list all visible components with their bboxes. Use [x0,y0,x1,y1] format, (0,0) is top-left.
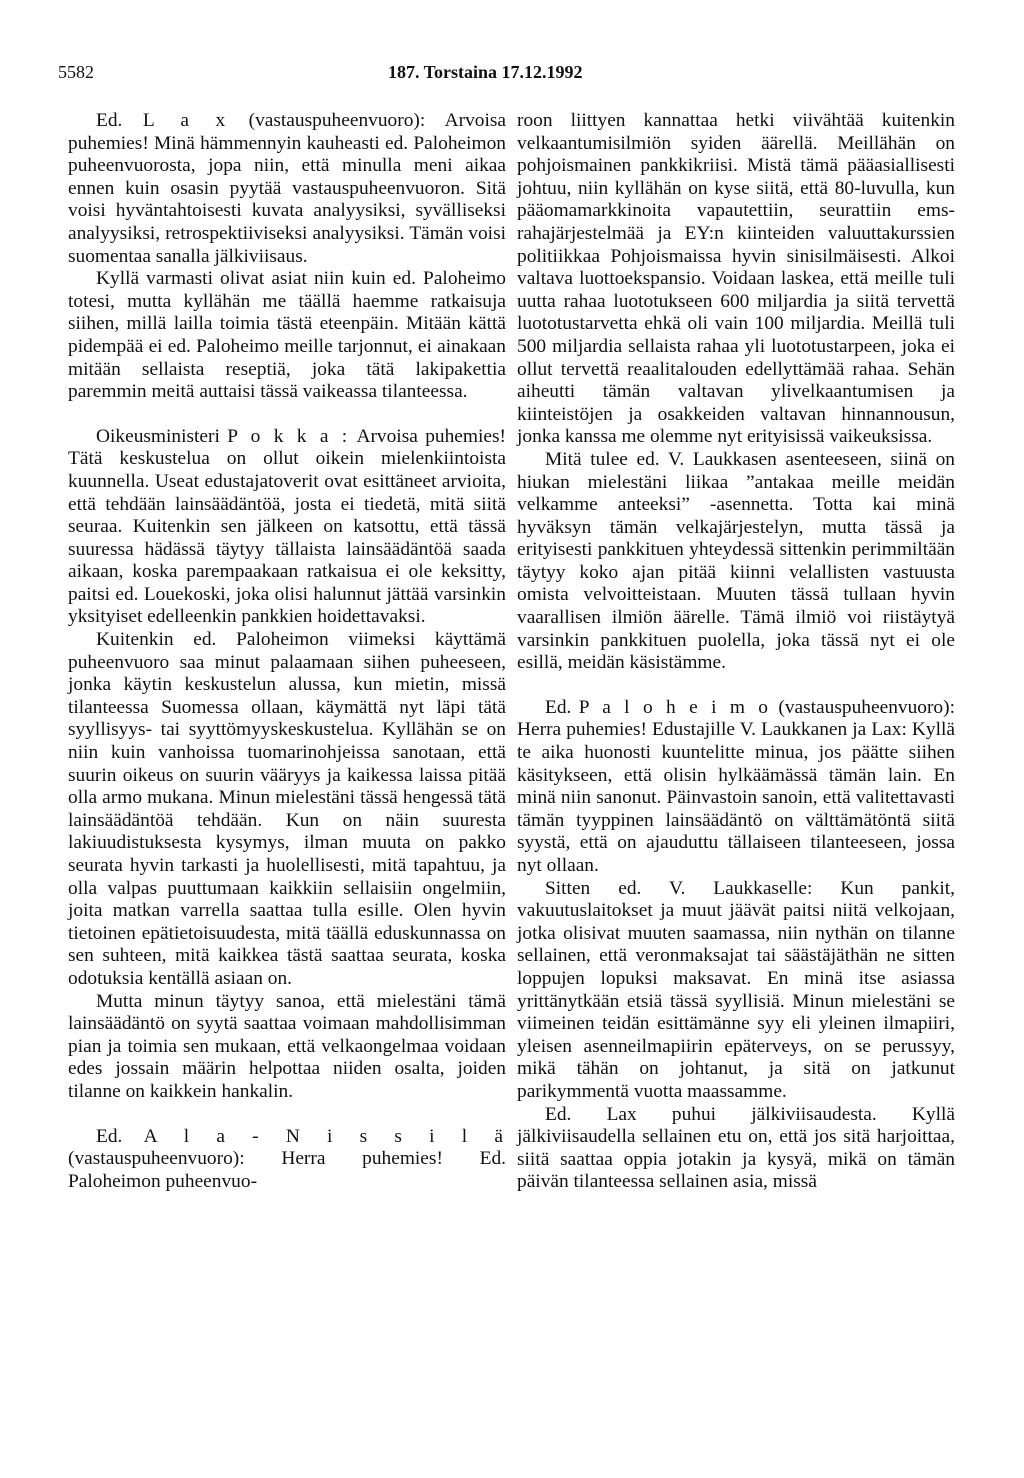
left-column [68,110,506,1193]
speaker-name: L a x [142,110,229,131]
paragraph: Ed. A l a - N i s s i l ä (vastauspuheenvuoro): Herra puhemies! Ed. Paloheimon puheenvuo- [68,1125,506,1192]
page-number: 5582 [58,62,94,82]
paragraph: Ed. L a x (vastauspuheenvuoro): Arvoisa puhemies! Minä hämmennyin kauheasti ed. Paloheimon puheenvuorosta, jopa niin, että minulla meni aikaa ennen kuin osasin pyytää vastauspuheenvuoron. Sitä voisi hyväntahtoisesti kuvata analyysiksi, syvälliseksi analyysiksi, retrospektiiviseksi analyysiksi. Tämän voisi suomentaa sanalla jälkiviisaus. [68,110,506,267]
paragraph: roon liittyen kannattaa hetki viivähtää kuitenkin velkaantumisilmiön syiden äärellä. Meillähän on pohjoismainen pankkikriisi. Mistä tämä pääasiallisesti johtuu, niin kyllähän on kyse siitä, että 80-luvulla, kun pääomamarkkinoita vapautettiin, seurattiin ems-rahajärjestelmää ja EY:n kiinteiden valuuttakurssien politiikkaa Pohjoismaissa hyvin sinisilmäisesti. Alkoi valtava luottoekspansio. Voidaan laskea, että meille tuli uutta rahaa luototukseen 600 miljardia ja siitä tervettä luototustarvetta ehkä oli vain 100 miljardia. Meillä tuli 500 miljardia sellaista rahaa yli luototustarpeen, joka ei ollut tervettä reaalitalouden edellyttämää rahaa. Sehän aiheutti tämän valtavan ylivelkaantumisen ja kiinteistöjen ja osakkeiden valtavan hinnannousun, jonka kanssa me olemme nyt erityisissä vaikeuksissa. [517,110,955,448]
page-header [58,56,966,80]
paragraph: Oikeusministeri P o k k a : Arvoisa puhemies! Tätä keskustelua on ollut oikein mielenkiintoista kuunnella. Useat edustajatoverit ovat esittäneet arvioita, että tehdään lainsäädäntöä, josta ei tiedetä, mitä siitä seuraa. Kuitenkin sen jälkeen on katsottu, että tässä suuressa hädässä täytyy tällaista lainsäädäntöä saada aikaan, koska parempaakaan ratkaisua ei ole keksitty, paitsi ed. Louekoski, joka olisi halunnut jättää varsinkin yksityiset edelleenkin pankkien hoidettavaksi. [68,425,506,628]
speaker-name: P o k k a : [227,425,351,447]
paragraph: Sitten ed. V. Laukkaselle: Kun pankit, vakuutuslaitokset ja muut jäävät paitsi niitä velkojaan, jotka olisivat muuten saamassa, niin nythän on tilanne sellainen, että veronmaksajat tai säästäjäthän ne sitten loppujen lopuksi maksavat. En minä itse asiassa yrittänytkään etsiä tässä syyllisiä. Minun mielestäni se viimeinen teidän esittämänne syy eli yleinen ilmapiiri, yleisen asenneilmapiirin epäterveys, on se perussyy, mikä tähän on johtanut, ja sitä on jatkunut parikymmentä vuotta maassamme. [517,877,955,1102]
paragraph: Mutta minun täytyy sanoa, että mielestäni tämä lainsäädäntö on syytä saattaa voimaan mahdollisimman pian ja toimia sen mukaan, että velkaongelmaa voidaan edes jossain määrin helpottaa niiden osalta, joiden tilanne on kaikkein hankalin. [68,990,506,1102]
right-column [517,110,955,1194]
paragraph: Kyllä varmasti olivat asiat niin kuin ed. Paloheimo totesi, mutta kyllähän me täällä haemme ratkaisuja siihen, millä lailla toimia tästä eteenpäin. Mitään kättä pidempää ei ed. Paloheimo meille tarjonnut, ei ainakaan mitään sellaista reseptiä, joka tätä lakipakettia paremmin meitä auttaisi tässä vaikeassa tilanteessa. [68,268,506,403]
paragraph: Ed. P a l o h e i m o (vastauspuheenvuoro): Herra puhemies! Edustajille V. Laukkanen ja Lax: Kyllä te aika huonosti kuuntelitte minua, jos päätte siihen käsitykseen, että olisin hylkäämässä tämän lain. En minä niin sanonut. Päinvastoin sanoin, että valitettavasti tämän tyyppinen lainsäädäntö on välttämätöntä siitä syystä, että on ajauduttu tällaiseen tilanteeseen, jossa nyt ollaan. [517,696,955,876]
paragraph: Kuitenkin ed. Paloheimon viimeksi käyttämä puheenvuoro saa minut palaamaan siihen puheeseen, jonka käytin keskustelun alussa, kun mietin, missä tilanteessa Suomessa ollaan, käymättä nyt läpi tätä syyllisyys- tai syyttömyyskeskustelua. Kyllähän se on niin kuin vanhoissa tuomarinohjeissa sanotaan, että suurin oikeus on suurin vääryys ja kaikessa laissa pitää olla armo mukana. Minun mielestäni tässä hengessä tätä lainsäädäntöä tehdään. Kun on näin suuresta lakiuudistuksesta kysymys, ilman muuta on pakko seurata hyvin tarkasti ja huolellisesti, mitä tapahtuu, ja olla valpas puuttumaan kaikkiin sellaisiin ongelmiin, joita matkan varrella saattaa tulla esille. Olen hyvin tietoinen epätietoisuudesta, mitä täällä eduskunnassa on sen suhteen, mitä kaikkea tästä saattaa seurata, koska odotuksia kentällä asiaan on. [68,629,506,989]
paragraph: Ed. Lax puhui jälkiviisaudesta. Kyllä jälkiviisaudella sellainen etu on, että jos sitä harjoittaa, siitä saattaa oppia jotakin ja kysyä, mikä on tämän päivän tilanteessa sellainen asia, missä [517,1103,955,1193]
session-title: 187. Torstaina 17.12.1992 [388,62,583,82]
paragraph: Mitä tulee ed. V. Laukkasen asenteeseen, siinä on hiukan mielestäni liikaa ”antakaa meille meidän velkamme anteeksi” -asennetta. Totta kai minä hyväksyn tämän velkajärjestelyn, mutta tässä ja erityisesti pankkituen yhteydessä sittenkin perimmiltään täytyy koko ajan pitää kiinni velallisten vastuusta omista velvoitteistaan. Muuten tässä tullaan hyvin vaarallisen ilmiön äärelle. Tämä ilmiö voi riistäytyä varsinkin pankkituen puolella, joka tässä nyt ei ole esillä, meidän käsistämme. [517,448,955,674]
speaker-name: A l a - N i s s i l ä [143,1125,506,1147]
speaker-name: P a l o h e i m o [578,696,771,718]
